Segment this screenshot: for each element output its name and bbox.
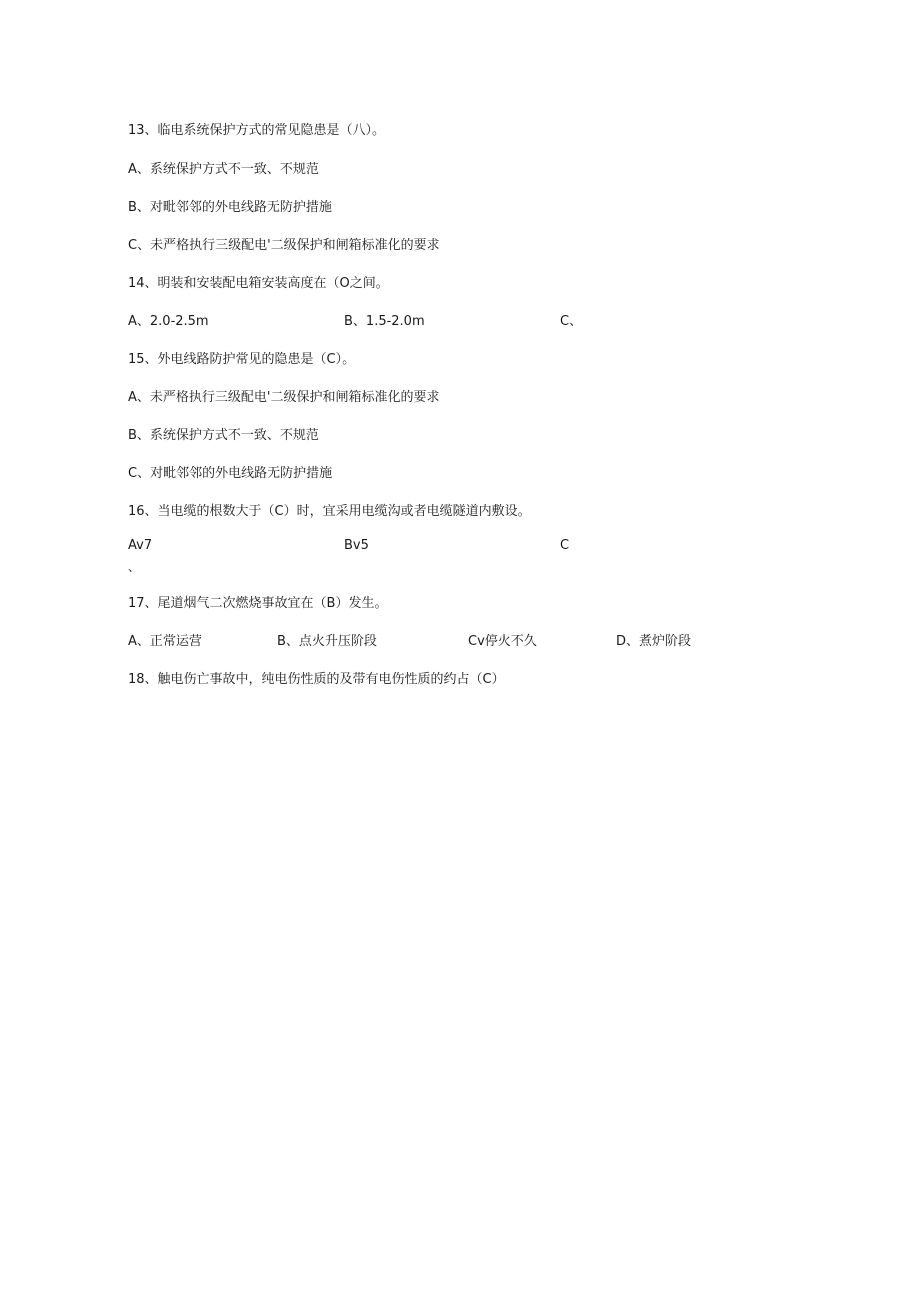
question-13: 13、临电系统保护方式的常见隐患是（八）。	[128, 123, 386, 138]
stray-punctuation-mark: 、	[128, 560, 141, 574]
question-18: 18、触电伤亡事故中，纯电伤性质的及带有电伤性质的约占（C）	[128, 672, 505, 687]
question-13-option-c: C、未严格执行三级配电'二级保护和闸箱标准化的要求	[128, 238, 440, 253]
question-15-option-c: C、对毗邻邻的外电线路无防护措施	[128, 466, 333, 481]
question-17-option-c: Cv停火不久	[468, 634, 537, 649]
question-14-option-a: A、2.0-2.5m	[128, 314, 209, 329]
question-14-option-b: B、1.5-2.0m	[344, 314, 425, 329]
question-15: 15、外电线路防护常见的隐患是（C）。	[128, 352, 356, 367]
question-16-option-b: Bv5	[344, 538, 369, 553]
question-16-option-c: C	[560, 538, 570, 553]
question-15-option-b: B、系统保护方式不一致、不规范	[128, 428, 319, 443]
question-14: 14、明装和安装配电箱安装高度在（O之间。	[128, 276, 389, 291]
question-13-option-b: B、对毗邻邻的外电线路无防护措施	[128, 200, 332, 215]
question-17-option-b: B、点火升压阶段	[277, 634, 377, 649]
question-17-option-d: D、煮炉阶段	[616, 634, 692, 649]
question-17-option-a: A、正常运营	[128, 634, 202, 649]
question-17: 17、尾道烟气二次燃烧事故宜在（B）发生。	[128, 596, 388, 611]
question-14-option-c: C、	[560, 314, 583, 329]
question-16-option-a: Av7	[128, 538, 153, 553]
question-13-option-a: A、系统保护方式不一致、不规范	[128, 162, 319, 177]
question-15-option-a: A、未严格执行三级配电'二级保护和闸箱标准化的要求	[128, 390, 440, 405]
question-16: 16、当电缆的根数大于（C）时，宜采用电缆沟或者电缆隧道内敷设。	[128, 504, 531, 519]
